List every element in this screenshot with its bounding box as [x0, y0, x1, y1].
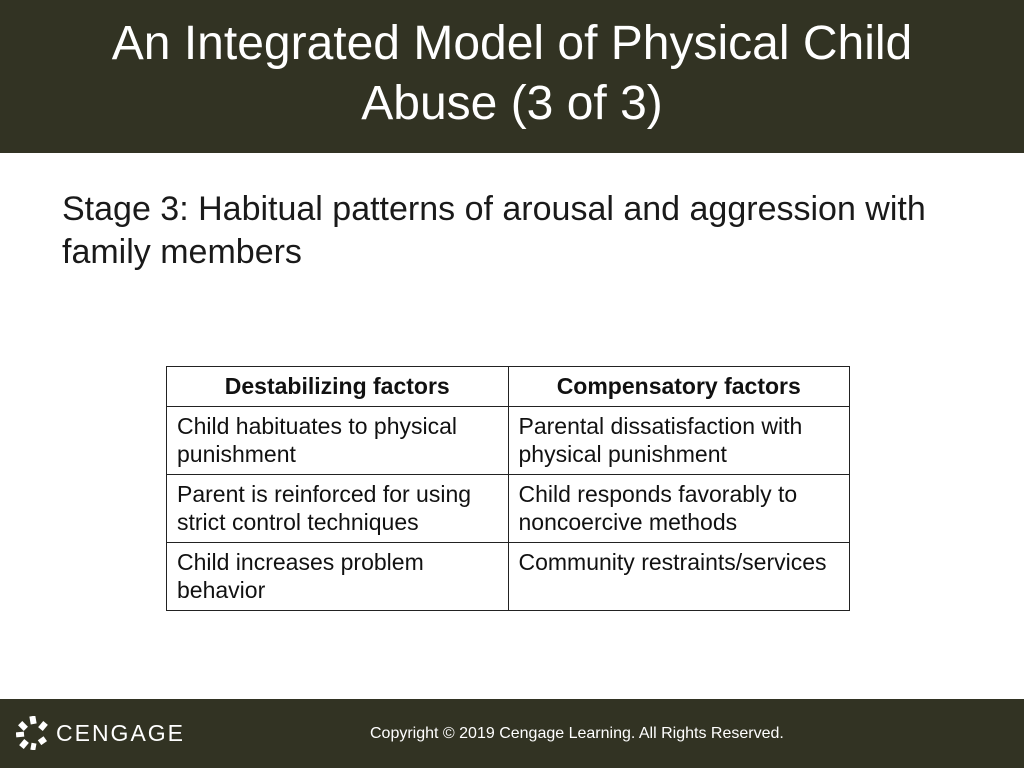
- footer-bar: [0, 699, 1024, 768]
- table-cell: Parental dissatisfaction with physical punishment: [508, 407, 850, 475]
- cengage-logo: [16, 716, 185, 750]
- table-cell: Child increases problem behavior: [167, 543, 509, 611]
- logo-text: CENGAGE: [56, 719, 186, 746]
- table-cell: Parent is reinforced for using strict control techniques: [167, 475, 509, 543]
- table-row: [167, 543, 850, 611]
- slide-title: An Integrated Model of Physical Child Abuse (3 of 3): [111, 16, 913, 130]
- column-header-compensatory: Compensatory factors: [508, 367, 850, 407]
- table-header-row: [167, 367, 850, 407]
- copyright-notice: Copyright © 2019 Cengage Learning. All Rights Reserved.: [370, 725, 784, 742]
- table-row: [167, 475, 850, 543]
- column-header-destabilizing: Destabilizing factors: [167, 367, 509, 407]
- factors-table: [166, 366, 850, 611]
- slide-subtitle: Stage 3: Habitual patterns of arousal and aggression with family members: [62, 190, 926, 271]
- table-row: [167, 407, 850, 475]
- table-cell: Child responds favorably to noncoercive methods: [508, 475, 850, 543]
- cengage-logo-icon: [16, 716, 50, 750]
- table-cell: Child habituates to physical punishment: [167, 407, 509, 475]
- table-cell: Community restraints/services: [508, 543, 850, 611]
- title-bar: [0, 0, 1024, 153]
